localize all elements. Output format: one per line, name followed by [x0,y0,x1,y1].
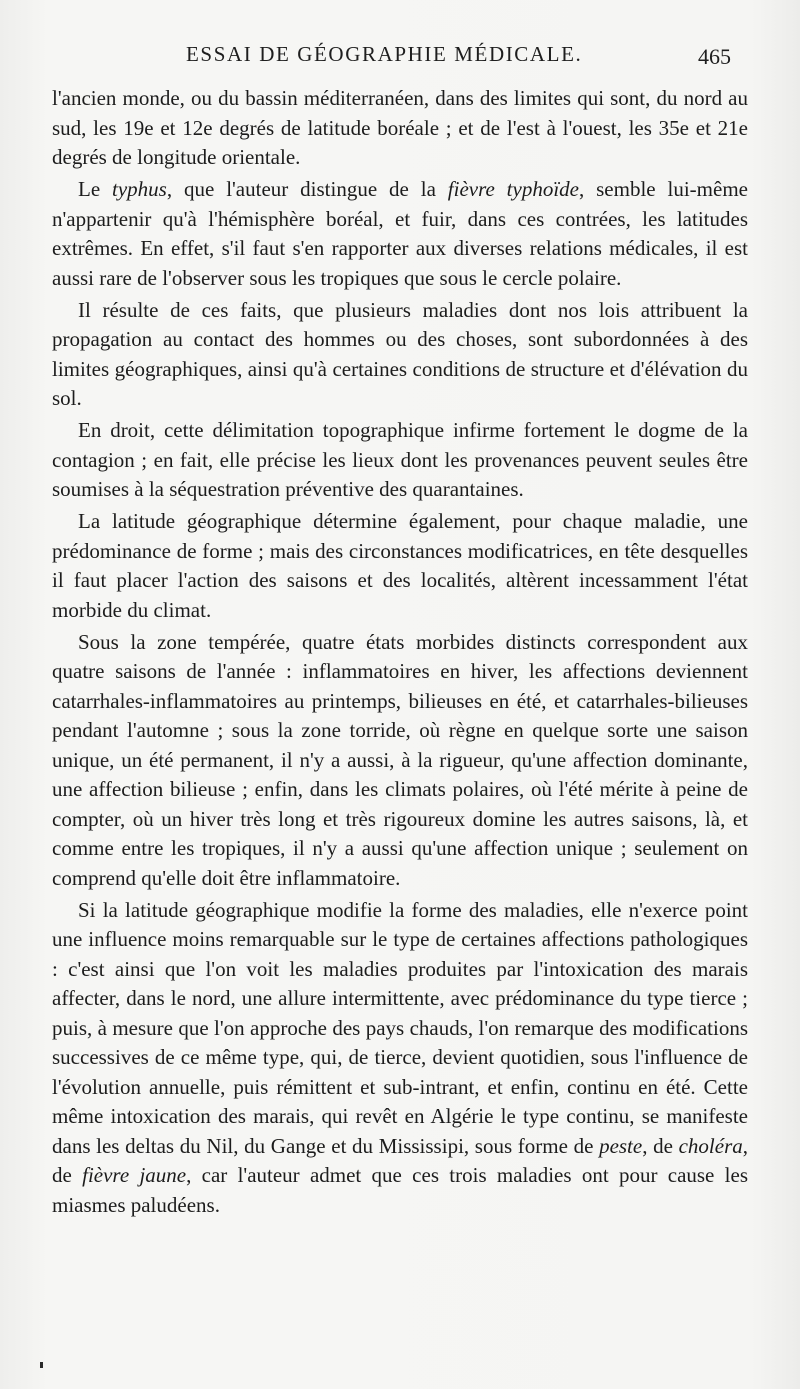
term-typhus: typhus [112,177,167,201]
paragraph-2-text-3: , semble lui-même n'appartenir qu'à l'hémisphère boréal, et fuir, dans ces contrées, les latitudes extrêmes. En effet, s'il faut s'en rapporter aux diverses relations médicales, il est aussi rare de l'observer sous les tropiques que sous le cercle polaire. [52,177,748,290]
paragraph-4: En droit, cette délimitation topographique infirme fortement le dogme de la contagion ; en fait, elle précise les lieux dont les provenances peuvent seules être soumises à la séquestration préventive des quarantaines. [52,418,748,501]
body-text [52,84,748,1223]
paragraph-7 [52,896,748,1221]
paragraph-7-text-2: , de [642,1133,679,1158]
term-fievre-typhoide: fièvre typhoïde [447,177,579,201]
running-head-title: ESSAI DE GÉOGRAPHIE MÉDICALE. [186,42,583,66]
ink-speck [40,1362,43,1368]
paragraph-1: l'ancien monde, ou du bassin méditerranéen, dans des limites qui sont, du nord au sud, les 19e et 12e degrés de latitude boréale ; et de l'est à l'ouest, les 35e et 21e degrés de longitude orientale. [52,86,748,169]
paragraph-7-text-3: , de [52,1133,748,1187]
paragraph-7-text-4: , car l'auteur admet que ces trois maladies ont pour cause les miasmes paludéens. [52,1163,749,1217]
paragraph-5: La latitude géographique détermine également, pour chaque maladie, une prédominance de forme ; mais des circonstances modificatrices, en tête desquelles il faut placer l'action des saisons et des localités, altèrent incessamment l'état morbide du climat. [52,509,748,622]
paragraph-2 [52,175,748,293]
paragraph-6: Sous la zone tempérée, quatre états morbides distincts correspondent aux quatre saisons de l'année : inflammatoires en hiver, les affections deviennent catarrhales-inflammatoires au printemps, bilieuses en été, et catarrhales-bilieuses pendant l'automne ; sous la zone torride, où règne en quelque sorte une saison unique, un été permanent, il n'y a aussi, à la rigueur, qu'une affection dominante, une affection bilieuse ; enfin, dans les climats polaires, où l'été mérite à peine de compter, où un hiver très long et très rigoureux domine les autres saisons, là, et comme entre les tropiques, il n'y a aussi qu'une affection unique ; seulement on comprend qu'elle doit être inflammatoire. [52,629,748,890]
paragraph-2-text-1: Le [78,177,113,201]
paragraph-3: Il résulte de ces faits, que plusieurs maladies dont nos lois attribuent la propagation au contact des hommes ou des choses, sont subordonnées à des limites géographiques, ainsi qu'à certaines conditions de structure et d'élévation du sol. [52,297,748,410]
paragraph-7-text-1: Si la latitude géographique modifie la forme des maladies, elle n'exerce point une influence moins remarquable sur le type de certaines affections pathologiques : c'est ainsi que l'on voit les maladies produites par l'intoxication des marais affecter, dans le nord, une allure intermittente, avec prédominance du type tierce ; puis, à mesure que l'on approche des pays chauds, l'on remarque des modifications successives de ce même type, qui, de tierce, devient quotidien, sous l'influence de l'évolution annuelle, puis rémittent et sub-intrant, et enfin, continu en été. Cette même intoxication des marais, qui revêt en Algérie le type continu, se manifeste dans les deltas du Nil, du Gange et du Mississipi, sous forme de [52,897,748,1158]
term-cholera: choléra [678,1133,743,1158]
paragraph-2-text-2: , que l'auteur distingue de la [166,177,448,201]
term-peste: peste [599,1133,643,1158]
term-fievre-jaune: fièvre jaune [82,1163,187,1187]
page-number: 465 [698,44,731,69]
